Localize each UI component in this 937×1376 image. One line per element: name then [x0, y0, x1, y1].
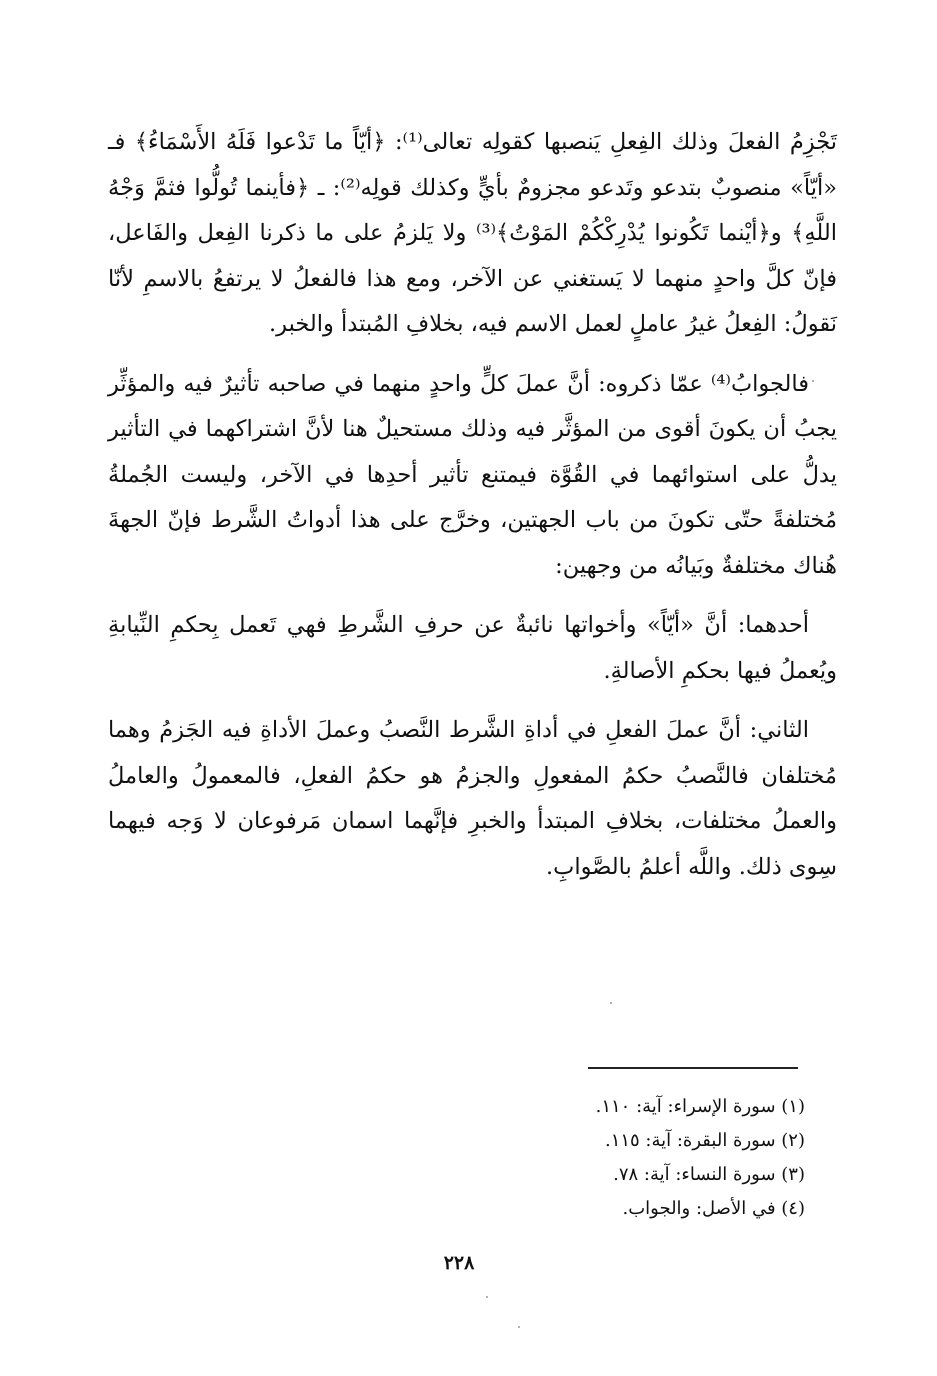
scan-speck	[486, 1296, 488, 1298]
scan-speck	[518, 1326, 520, 1328]
page-number: ٢٢٨	[443, 1252, 475, 1274]
scan-speck	[812, 380, 814, 382]
paragraph: فالجوابُ⁽⁴⁾ عمّا ذكروه: أنَّ عملَ كلٍّ واحدٍ منهما في صاحبه تأثيرٌ فيه والمؤثِّر يجبُ أن يكونَ أقوى من المؤثَّر فيه وذلك مستحيلٌ هنا لأنَّ اشتراكهما في التأثير يدلُّ على استوائهما في القُوَّة فيمتنع تأثير أحدِها في الآخر، وليست الجُملةُ مُختلفةً حتّى تكونَ من باب الجهتين، وخرَّج على هذا أدواتُ الشَّرط فإنّ الجهةَ هُناك مختلفةٌ وبَيانُه من وجهين:	[108, 370, 837, 579]
scan-speck	[610, 1002, 612, 1004]
footnote: (٢) سورة البقرة: آية: ١١٥.	[604, 1130, 805, 1151]
main-text	[108, 120, 837, 904]
footnote-separator	[588, 1067, 798, 1069]
footnote: (٣) سورة النساء: آية: ٧٨.	[613, 1164, 805, 1185]
footnotes	[425, 1090, 805, 1226]
footnote: (٤) في الأصل: والجواب.	[622, 1198, 805, 1219]
paragraph: الثاني: أنَّ عملَ الفعلِ في أداةِ الشَّرط النَّصبُ وعملَ الأداةِ فيه الجَزمُ وهما مُختلفان فالنَّصبُ حكمُ المفعولِ والجزمُ هو حكمُ الفعلِ، فالمعمولُ والعاملُ والعملُ مختلفات، بخلافِ المبتدأ والخبرِ فإنَّهما اسمان مَرفوعان لا وَجه فيهما سِوى ذلك. واللَّه أعلمُ بالصَّوابِ.	[108, 717, 837, 880]
footnote: (١) سورة الإسراء: آية: ١١٠.	[595, 1096, 805, 1117]
paragraph: أحدهما: أنَّ «أيّاً» وأخواتها نائبةٌ عن حرفِ الشَّرطِ فهي تَعمل بِحكمِ النِّيابةِ ويُعملُ فيها بحكمِ الأصالةِ.	[108, 612, 837, 684]
paragraph: تَجْزِمُ الفعلَ وذلك الفِعلِ يَنصبها كقولِه تعالى⁽¹⁾: ﴿أيّاً ما تَدْعوا فَلَهُ الأَسْمَاءُ﴾ فـ «أيّاً» منصوبٌ بتدعو وتَدعو مجزومٌ بأيٍّ وكذلك قولِه⁽²⁾: ـ ﴿فأينما تُولُّوا فثمَّ وَجْهُ اللَّهِ﴾ و﴿أيْنما تَكُونوا يُدْرِكْكُمْ المَوْتُ﴾⁽³⁾ ولا يَلزمُ على ما ذكرنا الفِعل والفَاعل، فإنّ كلَّ واحدٍ منهما لا يَستغني عن الآخر، ومع هذا فالفعلُ لا يرتفعُ بالاسمِ لأنّا نَقولُ: الفِعلُ غيرُ عاملٍ لعمل الاسم فيه، بخلافِ المُبتدأ والخبر.	[108, 129, 837, 337]
